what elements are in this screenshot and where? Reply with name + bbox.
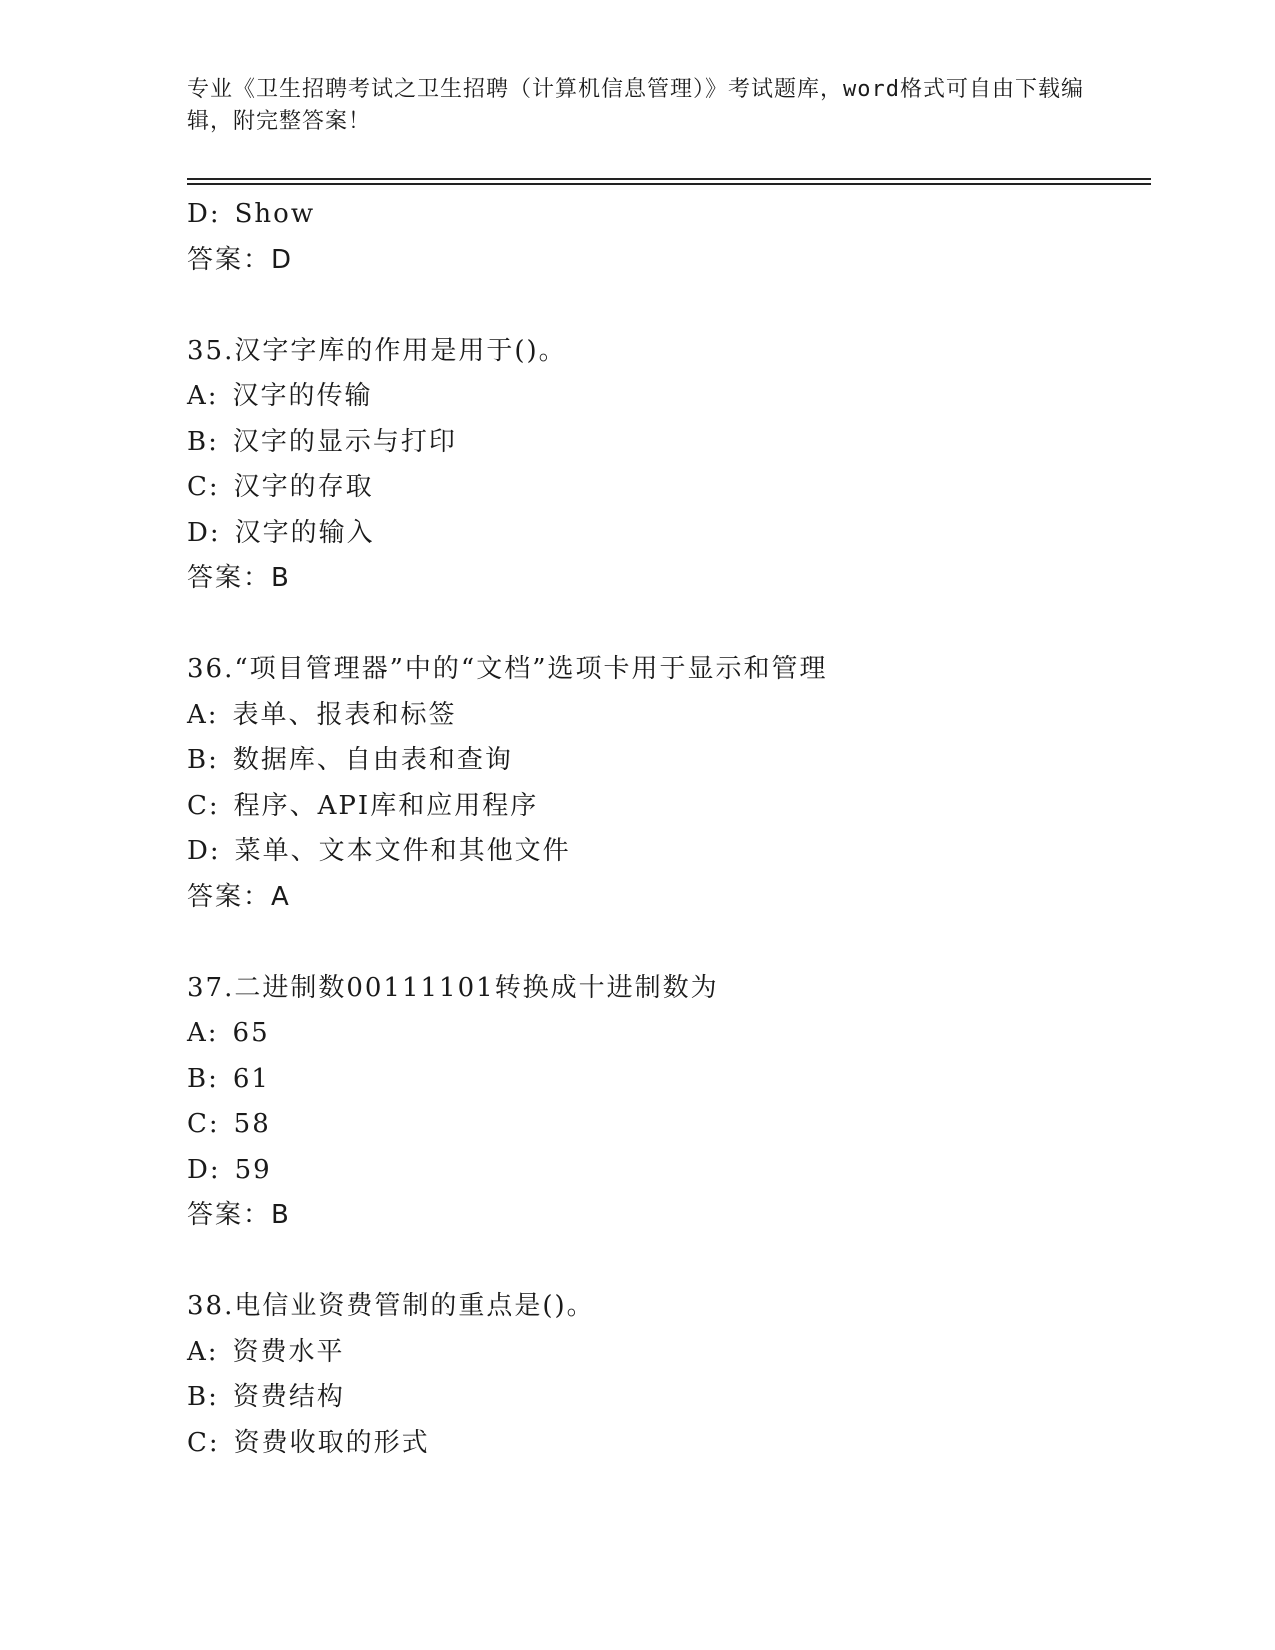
header-divider-bottom: [187, 183, 1151, 185]
option-label: D:: [187, 1154, 221, 1185]
option-text: Show: [234, 199, 316, 229]
option-row: [187, 738, 1147, 784]
document-header: 专业《卫生招聘考试之卫生招聘（计算机信息管理）》考试题库，word格式可自由下载编辑，附完整答案！: [187, 77, 1084, 134]
option-row: [187, 374, 1147, 420]
option-row: [187, 1011, 1147, 1057]
option-label: D:: [187, 517, 221, 548]
answer-line: 答案：B: [187, 1200, 291, 1230]
option-label: C:: [187, 1427, 220, 1458]
option-text: 资费水平: [232, 1336, 345, 1367]
option-text: 汉字的存取: [233, 472, 374, 502]
question-list: [187, 192, 1147, 1466]
option-row: [187, 784, 1147, 830]
option-text: 59: [234, 1154, 272, 1185]
answer-line: 答案：D: [187, 244, 294, 275]
option-label: D:: [187, 199, 221, 229]
option-text: 汉字的显示与打印: [232, 426, 457, 457]
option-label: B:: [187, 426, 219, 457]
option-text: 58: [233, 1109, 271, 1139]
question-stem: 35.汉字字库的作用是用于()。: [187, 335, 567, 366]
option-row: [187, 1102, 1147, 1148]
option-row: [187, 829, 1147, 875]
answer-line: 答案：A: [187, 881, 291, 912]
option-label: C:: [187, 472, 220, 502]
option-label: B:: [187, 1063, 219, 1094]
option-text: 汉字的传输: [232, 381, 373, 411]
option-text: 数据库、自由表和查询: [232, 745, 513, 775]
option-text: 程序、API库和应用程序: [233, 790, 539, 821]
option-label: A:: [187, 699, 219, 730]
option-text: 资费收取的形式: [233, 1427, 430, 1458]
option-label: B:: [187, 745, 219, 775]
option-label: A:: [187, 1336, 219, 1367]
option-label: A:: [187, 1018, 219, 1048]
option-text: 汉字的输入: [234, 517, 375, 548]
option-row: [187, 1375, 1147, 1421]
question-stem: 36.“项目管理器”中的“文档”选项卡用于显示和管理: [187, 654, 828, 684]
question-stem: 37.二进制数00111101转换成十进制数为: [187, 972, 719, 1003]
option-row: [187, 1421, 1147, 1467]
spacer: [187, 1239, 1147, 1285]
option-text: 表单、报表和标签: [232, 699, 457, 730]
option-row: [187, 1330, 1147, 1376]
option-label: D:: [187, 836, 221, 866]
option-text: 菜单、文本文件和其他文件: [234, 836, 571, 866]
option-row: [187, 1148, 1147, 1194]
option-row: [187, 420, 1147, 466]
spacer: [187, 920, 1147, 966]
option-text: 61: [232, 1063, 270, 1094]
question-stem: 38.电信业资费管制的重点是()。: [187, 1291, 595, 1321]
answer-line: 答案：B: [187, 563, 291, 593]
option-row: [187, 511, 1147, 557]
option-row: [187, 192, 1147, 238]
option-label: B:: [187, 1382, 219, 1412]
option-label: A:: [187, 381, 219, 411]
option-row: [187, 693, 1147, 739]
spacer: [187, 602, 1147, 648]
option-row: [187, 465, 1147, 511]
spacer: [187, 283, 1147, 329]
option-label: C:: [187, 1109, 220, 1139]
option-label: C:: [187, 790, 220, 821]
option-text: 资费结构: [232, 1382, 345, 1412]
header-divider-top: [187, 178, 1151, 180]
option-row: [187, 1057, 1147, 1103]
option-text: 65: [232, 1018, 270, 1048]
